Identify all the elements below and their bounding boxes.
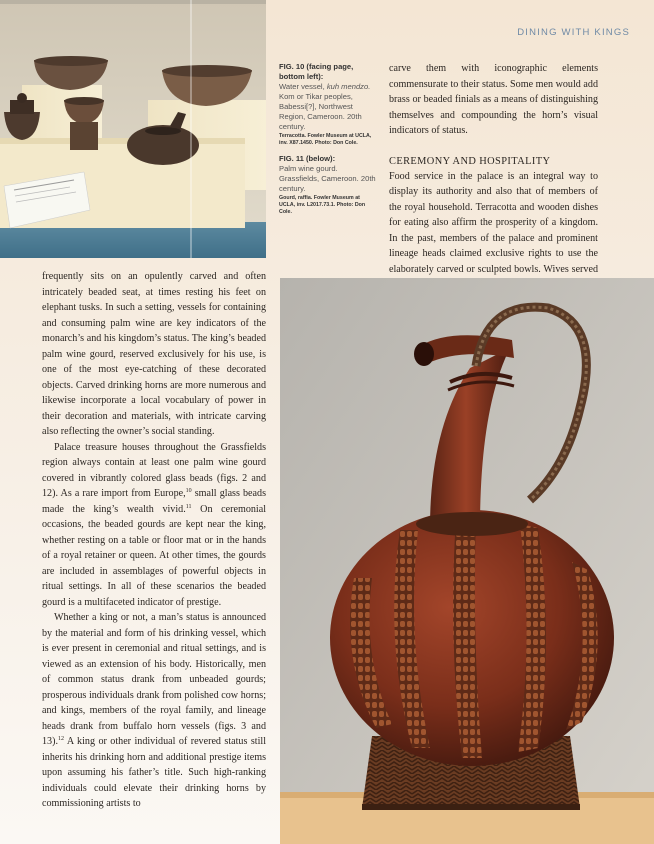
caption-description: Kom or Tikar peoples, Babessi[?], Northwest Region, Cameroon. 20th century.	[279, 92, 362, 131]
running-head: DINING WITH KINGS	[517, 27, 630, 38]
paragraph: Whether a king or not, a man’s status is announced by the material and form of his drinking vessel, which is ever present in ceremonial and ritual settings, and is viewed as an extension of his body. Historically, men of common status drank from unbeaded gourds; prosperous individuals drank from polished cow horns; and kings, members of the royal family, and lineage heads drank from buffalo horn vessels (figs. 3 and 13).$^{12}$ A king or other individual of revered status still inherits his drinking horn and additional prestige items upon assuming his father’s title. Such high-ranking individuals could elevate their drinking horns by commissioning artists to	[42, 612, 266, 809]
paragraph: Palace treasure houses throughout the Grassfields region always contain at least one palm wine gourd covered in vibrantly colored glass beads (figs. 2 and 12). As a rare import from Europe,$^{10}$ small glass beads made the king’s wealth vivid.$^{11}$ On ceremonial occasions, the beaded gourds are kept near the king, whether resting on a table or floor mat or in the hands of a royal retainer or queen. At other times, the gourds are included in assemblages of powerful objects in ritual settings. In all of these scenarios the beaded gourd is a multifaceted indicator of prestige.	[42, 441, 267, 608]
footnote-ref: 10	[185, 488, 192, 494]
caption-fig-10	[279, 62, 377, 147]
caption-title-italic: kuh mendzo.	[326, 82, 371, 91]
palm-wine-gourd-photo	[280, 278, 654, 844]
figure-captions	[279, 62, 377, 223]
caption-title: Water vessel,	[279, 82, 327, 91]
caption-credit: Gourd, raffia. Fowler Museum at UCLA, inv. L2017.73.1. Photo: Don Cole.	[279, 195, 366, 215]
paragraph: frequently sits on an opulently carved and often intricately beaded seat, at times resting his feet on elephant tusks. In such a setting, vessels for containing and consuming palm wine are key indicators of the monarch’s and his kingdom’s status. The king’s beaded palm wine gourd, reserved exclusively for his use, is one of the most eye-catching of these decorated objects. Carved drinking horns are more numerous and likewise incorporate a local vocabulary of power in their decoration and materials, with intricate carving also reflecting the owner’s social standing.	[42, 271, 266, 437]
footnote-ref: 11	[185, 503, 192, 510]
caption-credit: Terracotta. Fowler Museum at UCLA, inv. X87.1450. Photo: Don Cole.	[279, 133, 372, 146]
caption-fig-11	[279, 154, 377, 216]
caption-title: Palm wine gourd.	[279, 164, 338, 173]
caption-label: FIG. 10 (facing page, bottom left):	[279, 62, 354, 81]
section-heading: CEREMONY AND HOSPITALITY	[389, 155, 551, 167]
caption-label: FIG. 11 (below):	[279, 154, 336, 163]
paragraph: Food service in the palace is an integral way to display its authority and also that of members of the royal household. Terracotta and wooden dishes for eating also affirm the prosperity of a kingdom. In the past, members of the palace and prominent lineage heads claimed exclusive rights to use the elaborately carved or sculpted bowls. Wives served	[389, 170, 598, 275]
caption-body	[279, 82, 377, 132]
footnote-ref: 12	[57, 736, 64, 742]
caption-description: Grassfields, Cameroon. 20th century.	[279, 174, 376, 193]
caption-body	[279, 164, 377, 194]
museum-display-photo	[0, 0, 266, 258]
paragraph: carve them with iconographic elements commensurate to their status. Some men would add brass or beaded finials as a means of distinguishing themselves and compounding the horn’s visual indicators of status.	[389, 63, 598, 136]
left-column-text	[42, 269, 266, 812]
right-column-text	[389, 61, 598, 293]
